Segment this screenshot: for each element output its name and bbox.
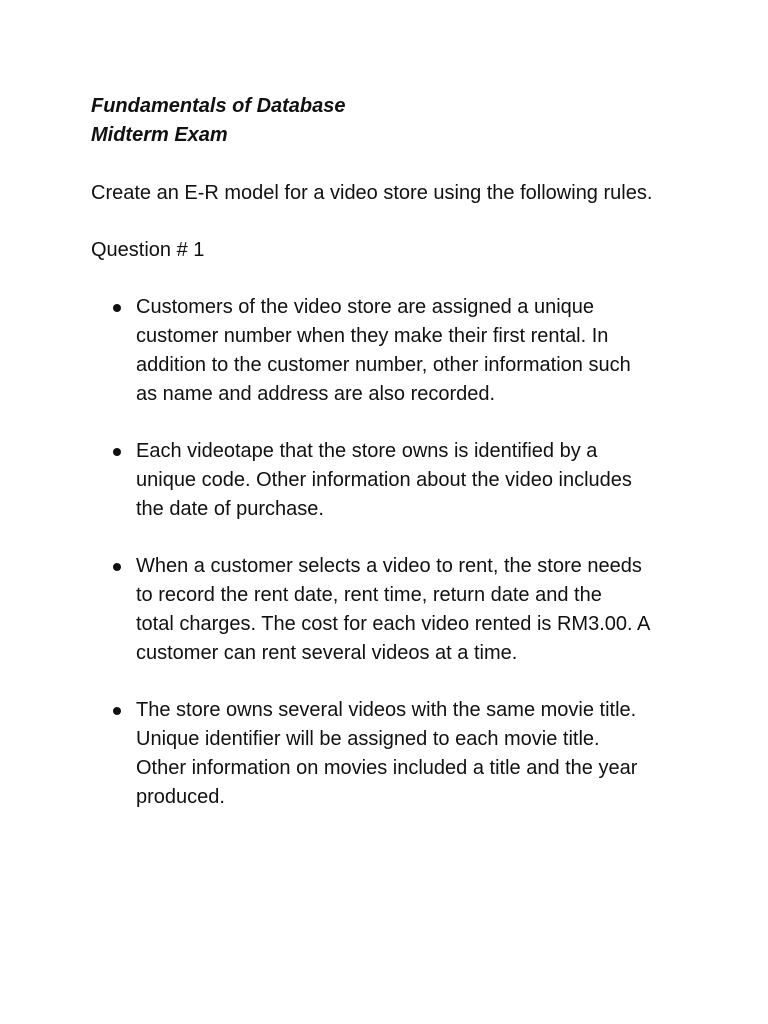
bullet-item [136, 437, 676, 524]
bullet-text-line: produced. [136, 786, 225, 808]
intro-text: Create an E-R model for a video store using the following rules. [91, 182, 653, 204]
bullet-text-line: Customers of the video store are assigned a unique [136, 296, 595, 318]
bullet-list [0, 293, 768, 840]
bullet-icon [113, 707, 121, 715]
bullet-text-line: to record the rent date, rent time, return date and the [136, 584, 602, 606]
bullet-text-line: The store owns several videos with the same movie title. [136, 699, 637, 721]
bullet-icon [113, 448, 121, 456]
bullet-icon [113, 563, 121, 571]
course-title: Fundamentals of Database [91, 95, 346, 117]
bullet-icon [113, 304, 121, 312]
bullet-text-line: unique code. Other information about the video includes [136, 469, 632, 491]
document-header [91, 92, 691, 150]
bullet-text-line: customer number when they make their first rental. In [136, 325, 609, 347]
bullet-item [136, 552, 676, 668]
bullet-text-line: customer can rent several videos at a time. [136, 642, 518, 664]
bullet-text-line: total charges. The cost for each video rented is RM3.00. A [136, 613, 651, 635]
bullet-text-line: Unique identifier will be assigned to each movie title. [136, 728, 600, 750]
bullet-item [136, 696, 676, 812]
bullet-text-line: as name and address are also recorded. [136, 383, 496, 405]
bullet-text-line: the date of purchase. [136, 498, 324, 520]
bullet-text-line: Other information on movies included a title and the year [136, 757, 638, 779]
exam-title: Midterm Exam [91, 124, 228, 146]
bullet-text-line: addition to the customer number, other information such [136, 354, 631, 376]
bullet-text-line: When a customer selects a video to rent, the store needs [136, 555, 642, 577]
bullet-text-line: Each videotape that the store owns is identified by a [136, 440, 598, 462]
question-label: Question # 1 [91, 239, 205, 261]
bullet-item [136, 293, 676, 409]
